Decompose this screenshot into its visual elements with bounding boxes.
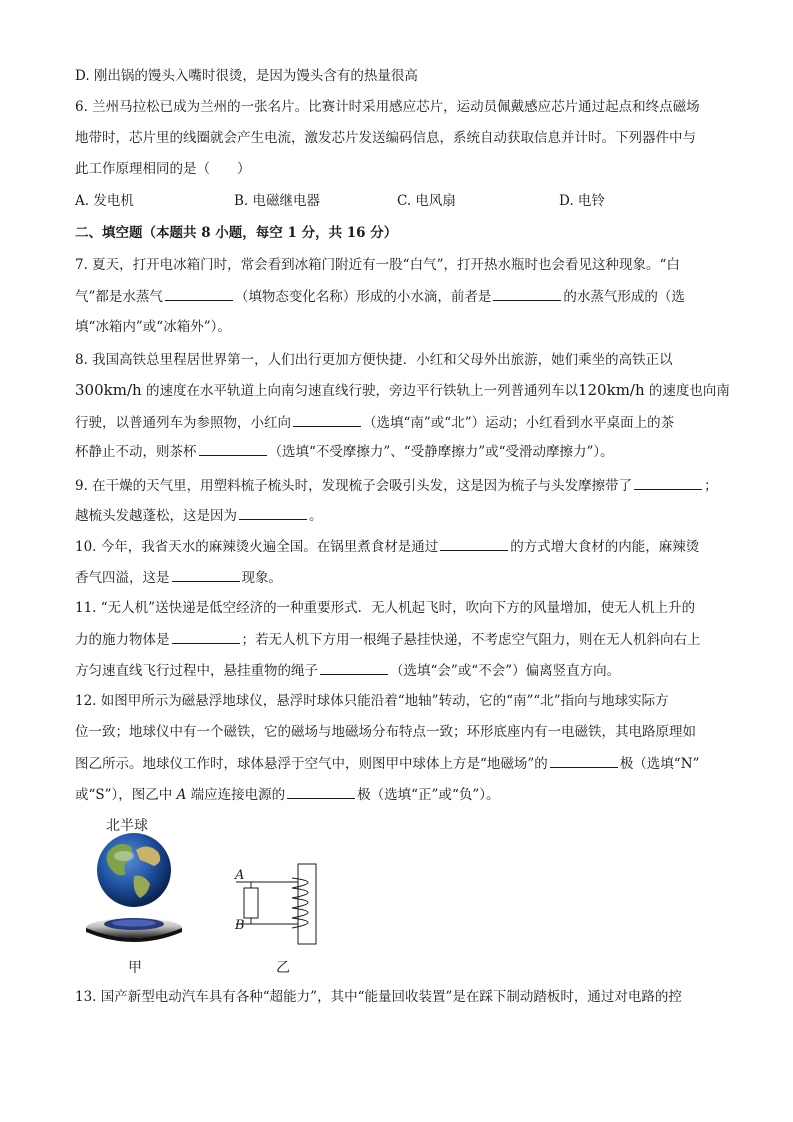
q12-text: 图乙所示。地球仪工作时，球体悬浮于空气中，则图甲中球体上方是“地磁场”的 [75, 756, 548, 772]
section-heading: 二、填空题（本题共 8 小题，每空 1 分，共 16 分） [75, 225, 398, 241]
q9-line-2 [75, 505, 323, 526]
q12-text: 端应连接电源的 [186, 787, 286, 803]
q13-line-1: 13. 国产新型电动汽车具有各种“超能力”，其中“能量回收装置”是在踩下制动踏板时，通过对电路的控 [75, 989, 682, 1005]
q8-text: 的速度也向南 [644, 383, 730, 399]
q11-line-1: 11. “无人机”送快递是低空经济的一种重要形式．无人机起飞时，吹向下方的风量增加，使无人机上升的 [75, 600, 696, 616]
q9-text: 越梳头发越蓬松，这是因为 [75, 508, 237, 524]
q10-line-2 [75, 567, 282, 588]
answer-blank[interactable] [239, 505, 307, 520]
answer-blank[interactable] [440, 536, 508, 551]
globe-label: 北半球 [106, 818, 148, 834]
answer-blank[interactable] [172, 567, 240, 582]
q8-line-3 [75, 412, 674, 433]
terminal-a-label: A [235, 868, 245, 883]
q10-line-1 [75, 536, 699, 557]
caption-yi: 乙 [276, 960, 290, 976]
q7-line-2 [75, 286, 685, 307]
q7-text: 的水蒸气形成的（选 [563, 289, 685, 305]
speed-value: 300km/h [75, 381, 142, 399]
q11-line-2 [75, 629, 701, 650]
q7-line-1: 7. 夏天，打开电冰箱门时，常会看到冰箱门附近有一股“白气”，打开热水瓶时也会看见这种现象。“白 [75, 257, 680, 273]
q10-text: 香气四溢，这是 [75, 570, 170, 586]
q7-text: 气”都是水蒸气 [75, 289, 163, 305]
q11-text: ；若无人机下方用一根绳子悬挂快递，不考虑空气阻力，则在无人机斜向右上 [241, 632, 701, 648]
q8-line-1: 8. 我国高铁总里程居世界第一，人们出行更加方便快捷．小红和父母外出旅游，她们乘坐的高铁正以 [75, 352, 673, 368]
q8-text: 行驶，以普通列车为参照物，小红向 [75, 415, 291, 431]
q11-text: 力的施力物体是 [75, 632, 170, 648]
answer-blank[interactable] [634, 475, 702, 490]
q8-text: 的速度在水平轨道上向南匀速直线行驶，旁边平行铁轨上一列普通列车以 [141, 383, 578, 399]
q8-text: 杯静止不动，则茶杯 [75, 444, 197, 460]
q6-line-3: 此工作原理相同的是（ ） [75, 161, 251, 177]
resistor [244, 888, 258, 918]
terminal-a-ref: A [176, 787, 187, 803]
q8-line-2 [75, 380, 730, 401]
q7-text: （填物态变化名称）形成的小水滴，前者是 [234, 289, 492, 305]
terminal-b-label: B [235, 918, 245, 933]
answer-blank[interactable] [287, 784, 355, 799]
q10-text: 10. 今年，我省天水的麻辣烫火遍全国。在锅里煮食材是通过 [75, 539, 439, 555]
speed-value: 120km/h [577, 381, 645, 399]
q10-text: 现象。 [241, 570, 282, 586]
q7-line-3: 填“冰箱内”或“冰箱外”）。 [75, 319, 231, 335]
q9-text: 。 [309, 508, 323, 524]
answer-blank[interactable] [199, 441, 267, 456]
q9-text: 9. 在干燥的天气里，用塑料梳子梳头时，发现梳子会吸引头发，这是因为梳子与头发摩擦带了 [75, 478, 633, 494]
q6-line-1: 6. 兰州马拉松已成为兰州的一张名片。比赛计时采用感应芯片，运动员佩戴感应芯片通过起点和终点磁场 [75, 99, 700, 115]
q6-option-a: A. 发电机 [75, 193, 134, 209]
q8-text: （选填“不受摩擦力”、“受静摩擦力”或“受滑动摩擦力”）。 [268, 444, 614, 460]
q12-text: 极（选填“正”或“负”）。 [357, 787, 500, 803]
q9-line-1 [75, 475, 718, 496]
caption-jia: 甲 [128, 960, 142, 976]
q5-option-d: D. 刚出锅的馒头入嘴时很烫，是因为馒头含有的热量很高 [75, 68, 418, 84]
q10-text: 的方式增大食材的内能，麻辣烫 [510, 539, 700, 555]
q11-text: （选填“会”或“不会”）偏离竖直方向。 [390, 663, 621, 679]
answer-blank[interactable] [165, 286, 233, 301]
q8-text: （选填“南”或“北”）运动；小红看到水平桌面上的茶 [363, 415, 675, 431]
q6-option-c: C. 电风扇 [397, 193, 456, 209]
answer-blank[interactable] [320, 660, 388, 675]
answer-blank[interactable] [293, 412, 361, 427]
q11-line-3 [75, 660, 620, 681]
q12-text: 或“S”），图乙中 [75, 787, 177, 803]
maglev-globe-figure [78, 832, 190, 952]
q11-text: 方匀速直线飞行过程中，悬挂重物的绳子 [75, 663, 318, 679]
q8-line-4 [75, 441, 614, 462]
answer-blank[interactable] [550, 753, 618, 768]
answer-blank[interactable] [493, 286, 561, 301]
q12-line-3 [75, 753, 699, 774]
answer-blank[interactable] [172, 629, 240, 644]
q12-text: 极（选填“N” [619, 756, 700, 772]
q9-text: ； [704, 478, 718, 494]
q6-option-b: B. 电磁继电器 [234, 193, 321, 209]
q6-line-2: 地带时，芯片里的线圈就会产生电流，激发芯片发送编码信息，系统自动获取信息并计时。下列器件中与 [75, 130, 696, 146]
q12-line-2: 位一致；地球仪中有一个磁铁，它的磁场与地磁场分布特点一致；环形底座内有一电磁铁，其电路原理如 [75, 724, 696, 740]
q6-option-d: D. 电铃 [559, 193, 605, 209]
q12-line-4 [75, 784, 500, 805]
q12-line-1: 12. 如图甲所示为磁悬浮地球仪，悬浮时球体只能沿着“地轴”转动，它的“南”“北”指向与地球实际方 [75, 693, 669, 709]
